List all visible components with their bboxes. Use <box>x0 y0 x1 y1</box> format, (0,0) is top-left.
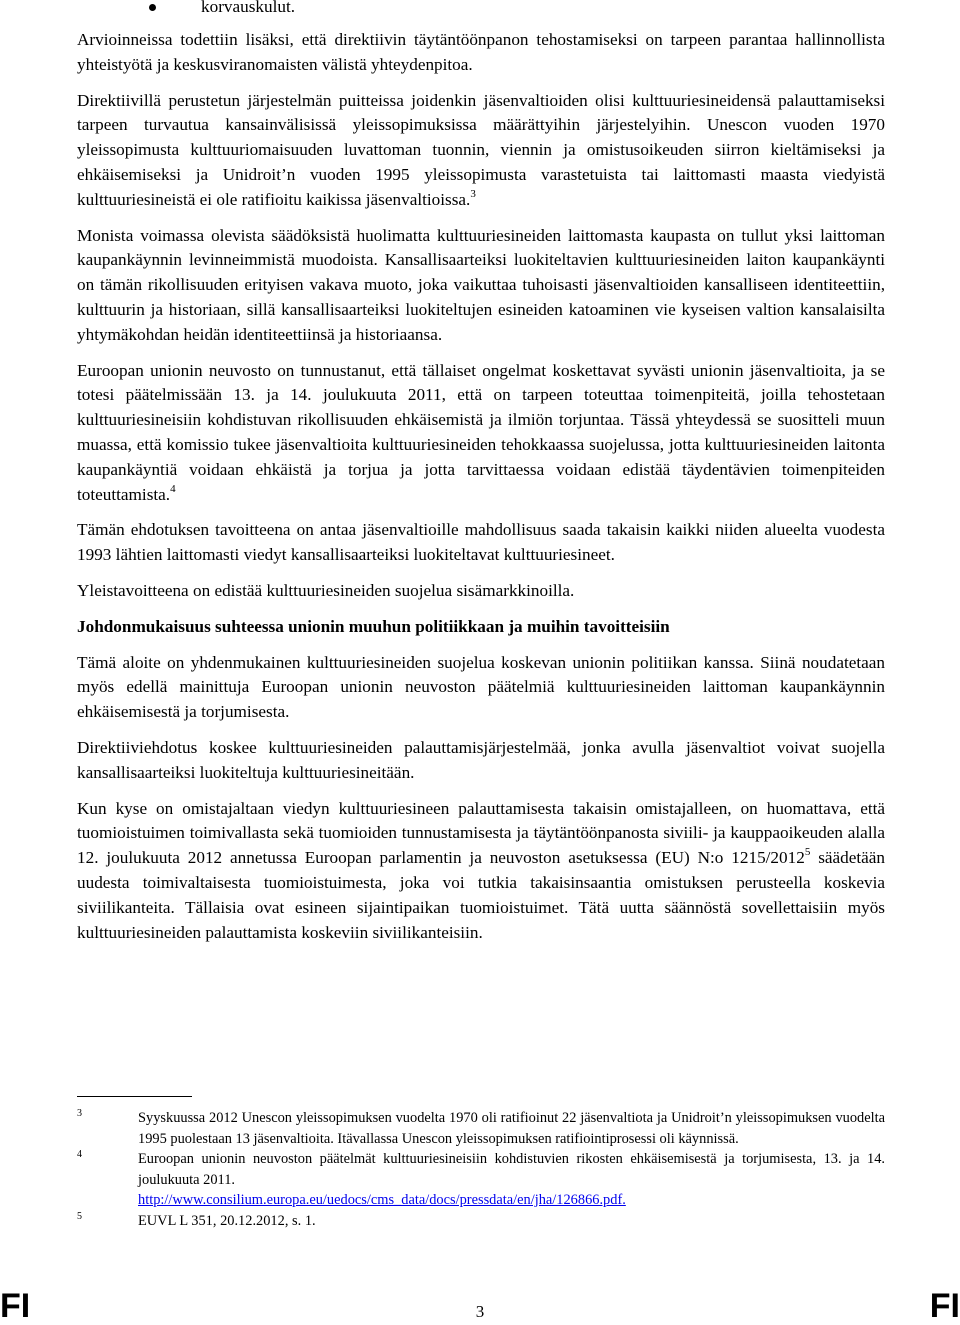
footnote-text: Syyskuussa 2012 Unescon yleissopimuksen vuodelta 1970 oli ratifioinut 22 jäsenvaltiota ja Unidroit’n yleissopimuksen vuodelta 1995 puolestaan 13 jäsenvaltioita. Itävallassa Unescon yleissopimuksen ratifiointiprosessi oli käynnissä. <box>138 1110 885 1147</box>
footnote <box>77 1211 885 1232</box>
footnote-ref[interactable]: 3 <box>470 188 476 201</box>
bullet-icon <box>149 4 156 11</box>
paragraph: Direktiiviehdotus koskee kulttuuriesineiden palauttamisjärjestelmää, jonka avulla jäsenvaltiot voivat suojella kansallisaarteiksi luokiteltuja kulttuuriesineitään. <box>77 737 885 782</box>
footnote-ref[interactable]: 4 <box>170 482 176 495</box>
bullet-list-item <box>77 0 885 19</box>
paragraph: Euroopan unionin neuvosto on tunnustanut, että tällaiset ongelmat koskettavat syvästi unionin jäsenvaltioita, ja se totesi päätelmissään 13. ja 14. joulukuuta 2011, että on tarpeen toteuttaa toimenpiteitä, joilla tehostetaan kulttuuriesineisiin kohdistuvan rikollisuuden ehkäisemistä ja ilmiön torjuntaa. Tässä yhteydessä se suositteli muun muassa, että komissio tukee jäsenvaltioita kulttuuriesineiden tehokkaassa suojelussa, jotta kulttuuriesineiden laitonta kaupankäyntiä voidaan ehkäistä ja torjua ja jotta tarvittaessa voidaan edistää täydentävien toimenpiteiden toteuttamista.$^4$ <box>77 360 885 504</box>
footnote-link[interactable]: http://www.consilium.europa.eu/uedocs/cms_data/docs/pressdata/en/jha/126866.pdf. <box>138 1192 626 1208</box>
footnote <box>77 1149 885 1211</box>
footnote-ref[interactable]: 5 <box>804 846 811 859</box>
footnote <box>77 1108 885 1149</box>
document-body <box>77 0 885 945</box>
language-label-left: FI <box>0 1287 31 1325</box>
footnote-text: EUVL L 351, 20.12.2012, s. 1. <box>138 1212 316 1229</box>
paragraph: Tämä aloite on yhdenmukainen kulttuuriesineiden suojelua koskevan unionin politiikan kanssa. Siinä noudatetaan myös edellä mainittuja Euroopan unionin neuvoston päätelmiä kulttuuriesineiden laittoman kaupankäynnin ehkäisemisestä ja torjumisesta. <box>77 652 885 722</box>
footnote-divider <box>77 1096 192 1097</box>
paragraph: Arvioinneissa todettiin lisäksi, että direktiivin täytäntöönpanon tehostamiseksi on tarpeen parantaa hallinnollista yhteistyötä ja keskusviranomaisten välistä yhteydenpitoa. <box>77 30 885 74</box>
footnote-number: 4 <box>77 1149 82 1160</box>
footnote-text: Euroopan unionin neuvoston päätelmät kulttuuriesineisiin kohdistuvien rikosten ehkäisemisestä ja torjumisesta, 13. ja 14. joulukuuta 2011. <box>138 1151 885 1188</box>
bullet-text: korvauskulut. <box>201 0 296 16</box>
paragraph: Kun kyse on omistajaltaan viedyn kulttuuriesineen palauttamisesta takaisin omistajalleen, on huomattava, että tuomioistuimen toimivallasta sekä tuomioiden tunnustamisesta ja täytäntöönpanosta siviili- ja kauppaoikeuden alalla 12. joulukuuta 2012 annetussa Euroopan parlamentin ja neuvoston asetuksessa (EU) N:o 1215/2012$^5$ säädetään uudesta toimivaltaisesta tuomioistuimesta, joka voi tutkia takaisinsaantia omistuksen perusteella koskevia siviilikanteita. Tällaisia ovat esineen sijaintipaikan tuomioistuimet. Tätä uutta säännöstä sovellettaisiin myös kulttuuriesineiden palauttamista koskeviin siviilikanteisiin. <box>77 798 885 942</box>
footnote-number: 5 <box>77 1210 82 1222</box>
footnotes <box>77 1108 885 1231</box>
footnote-number: 3 <box>77 1108 82 1119</box>
paragraph: Yleistavoitteena on edistää kulttuuriesineiden suojelua sisämarkkinoilla. <box>77 580 575 600</box>
section-heading: Johdonmukaisuus suhteessa unionin muuhun politiikkaan ja muihin tavoitteisiin <box>77 616 670 636</box>
paragraph: Tämän ehdotuksen tavoitteena on antaa jäsenvaltioille mahdollisuus saada takaisin kaikki niiden alueelta vuodesta 1993 lähtien laittomasti viedyt kansallisaarteiksi luokiteltavat kulttuuriesineet. <box>77 520 885 565</box>
language-label-right: FI <box>929 1287 960 1325</box>
page-number: 3 <box>475 1302 485 1321</box>
page-footer <box>0 1288 960 1324</box>
paragraph: Direktiivillä perustetun järjestelmän puitteissa joidenkin jäsenvaltioiden olisi kulttuuriesineidensä palauttamiseksi tarpeen turvautua kansainvälisissä yleissopimuksissa määrättyihin järjestelyihin. Unescon vuoden 1970 yleissopimusta kulttuuriomaisuuden luvattoman tuonnin, viennin ja omistusoikeuden siirron kieltämiseksi ja ehkäisemiseksi ja Unidroit’n vuoden 1995 yleissopimusta varastetuista tai laittomasti maasta viedyistä kulttuuriesineistä ei ole ratifioitu kaikissa jäsenvaltioissa.$^3$ <box>77 90 885 209</box>
paragraph: Monista voimassa olevista säädöksistä huolimatta kulttuuriesineiden laittomasta kaupasta on tullut yksi laittoman kaupankäynnin levinneimmistä muodoista. Kansallisaarteiksi luokiteltavien kulttuuriesineiden laiton kaupankäynti on tämän rikollisuuden erityisen vakava muoto, joka vaikuttaa tuhoisasti jäsenvaltioiden kansalliseen identiteettiin, kulttuurin ja historiaan, sillä kansallisaarteiksi luokiteltujen esineiden katoaminen vie kyseisen valtion kansalaisilta yhtymäkohdan heidän identiteettiinsä ja historiaansa. <box>77 225 885 344</box>
